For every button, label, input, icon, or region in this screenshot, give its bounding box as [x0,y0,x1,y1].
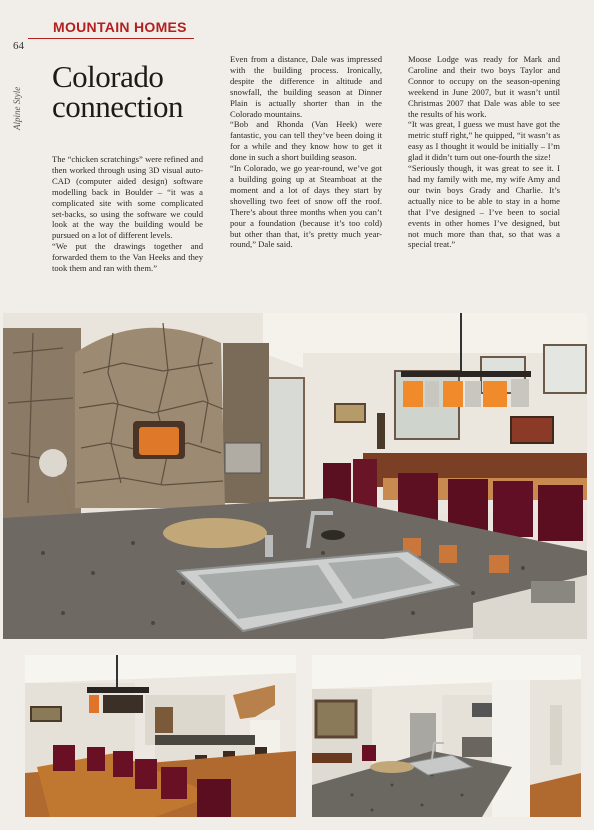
page-number: 64 [13,40,24,52]
paragraph: Moose Lodge was ready for Mark and Caroline and their two boys Taylor and Connor to occupy on the season-opening weekend in June 2007, but it wasn’t until Christmas 2007 that Dale was able to see the results of his work. [408,54,560,119]
section-heading: MOUNTAIN HOMES [53,19,187,35]
paragraph: Even from a distance, Dale was impressed with the building process. Ironically, despite the difference in altitude and snowfall, the building season at Dinner Plain is actually shorter than in the Colorado mountains. [230,54,382,119]
title-line-2: connection [52,89,184,124]
article-column-2 [230,54,382,250]
paragraph: “We put the drawings together and forwarded them to the Van Heeks and they took them and ran with them.” [52,241,203,274]
heading-rule [28,38,194,39]
article-title [52,59,184,124]
article-column-1 [52,154,203,274]
title-line-1: Colorado [52,59,164,94]
paragraph: “Bob and Rhonda (Van Heek) were fantastic, you can tell they’ve been doing it for a while and they know how to get it done in such a short building season. [230,119,382,163]
article-column-3 [408,54,560,250]
magazine-name-side-label: Alpine Style [12,86,22,130]
paragraph: “Seriously though, it was great to see it. I had my family with me, my wife Amy and our twin boys Grady and Charlie. It’s actually nice to be able to stay in a home that I’ve designed – I’ve been to social events in other homes I’ve designed, but not much more than that, so that was a special treat.” [408,163,560,250]
paragraph: “In Colorado, we go year-round, we’ve got a building going up at Steamboat at the moment and a lot of days they start by shovelling two feet of snow off the roof. There’s about three months when you can’t pour a foundation (because it’s too cold) but other than that, it’s pretty much year-round,” Dale said. [230,163,382,250]
paragraph: “It was great, I guess we must have got the metric stuff right,” he quipped, “it wasn’t as easy as I thought it would be initially – I’m glad it didn’t turn out one-fourth the size! [408,119,560,163]
kitchen-pizza-oven-photo [3,313,587,639]
dining-room-photo [25,655,296,817]
kitchen-bench-photo [312,655,581,817]
paragraph: The “chicken scratchings” were refined and then worked through using 3D visual auto-CAD (computer aided design) software modelling back in Boulder – “it was a complicated site with some complicated set-backs, so using the software we could look at the way the building would be pursued on a lot of different levels. [52,154,203,241]
